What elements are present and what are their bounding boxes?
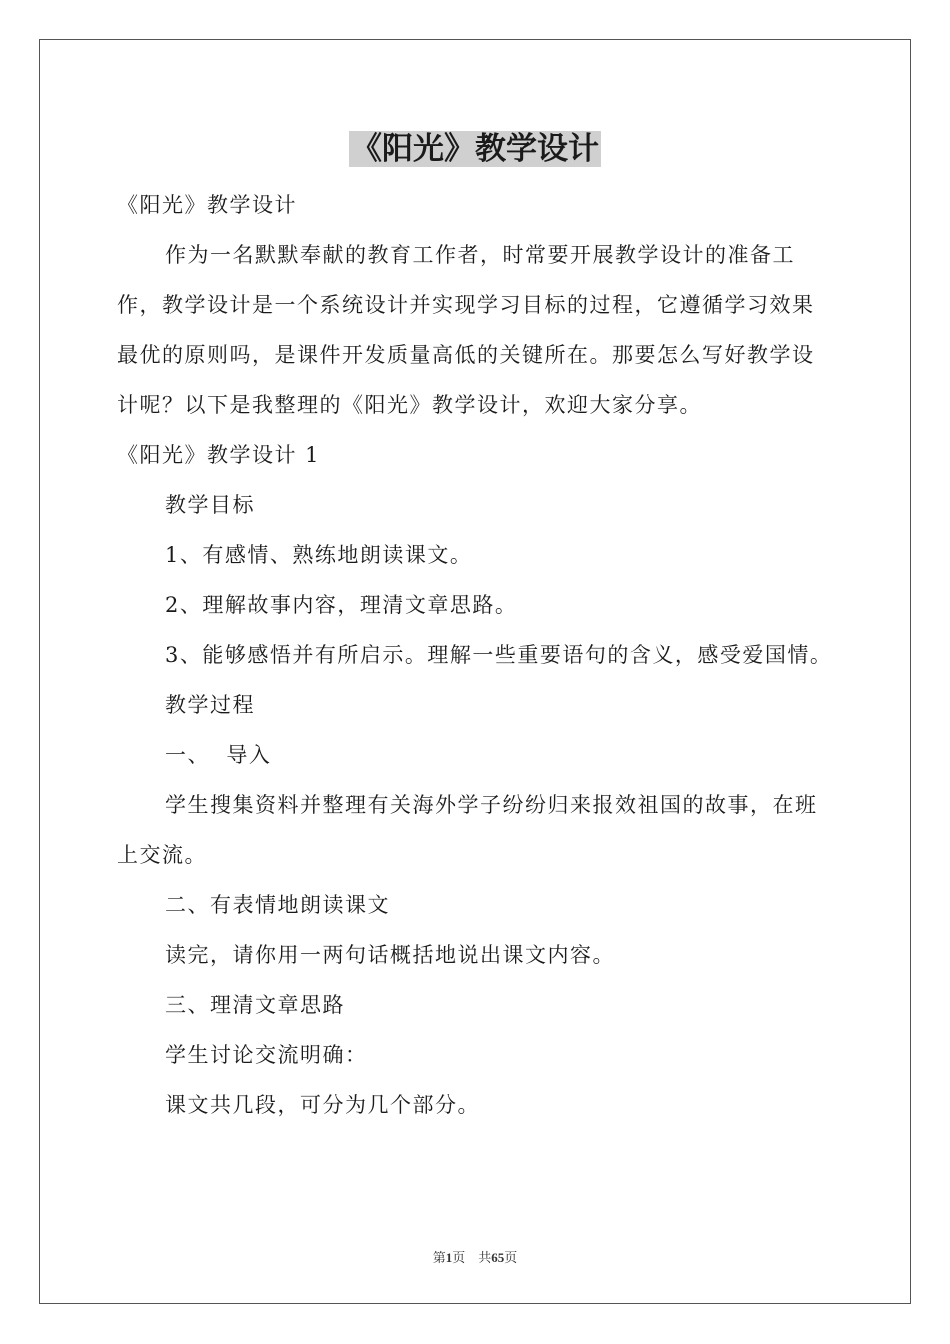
process-heading: 教学过程: [165, 693, 255, 717]
step-2-text: 读完，请你用一两句话概括地说出课文内容。: [165, 943, 615, 967]
section-heading: 《阳光》教学设计 1: [117, 443, 321, 467]
step-1-heading: 一、 导入: [165, 743, 272, 767]
footer-prefix: 第: [432, 1250, 446, 1265]
footer-suffix: 页: [504, 1250, 518, 1265]
step-3-heading: 三、理清文章思路: [165, 993, 345, 1017]
page-footer: [0, 1247, 950, 1266]
document-body: [117, 180, 833, 1130]
footer-mid: 页 共: [452, 1250, 492, 1265]
document-title-text: 《阳光》教学设计: [351, 131, 599, 167]
footer-current-page: 1: [445, 1250, 453, 1265]
document-title: [0, 128, 950, 170]
goal-item-1: 1、有感情、熟练地朗读课文。: [165, 543, 473, 567]
goal-item-2: 2、理解故事内容，理清文章思路。: [165, 593, 518, 617]
intro-paragraph: 作为一名默默奉献的教育工作者，时常要开展教学设计的准备工作，教学设计是一个系统设计并实现学习目标的过程，它遵循学习效果最优的原则吗，是课件开发质量高低的关键所在。那要怎么写好教学设计呢？以下是我整理的《阳光》教学设计，欢迎大家分享。: [117, 243, 815, 417]
step-1-text: 学生搜集资料并整理有关海外学子纷纷归来报效祖国的故事，在班上交流。: [117, 793, 818, 867]
goal-item-3: 3、能够感悟并有所启示。理解一些重要语句的含义，感受爱国情。: [165, 643, 833, 667]
footer-total-pages: 65: [491, 1250, 505, 1265]
subtitle: 《阳光》教学设计: [117, 193, 297, 217]
step-3-text-1: 学生讨论交流明确：: [165, 1043, 368, 1067]
step-3-text-2: 课文共几段，可分为几个部分。: [165, 1093, 480, 1117]
step-2-heading: 二、有表情地朗读课文: [165, 893, 390, 917]
goals-heading: 教学目标: [165, 493, 255, 517]
